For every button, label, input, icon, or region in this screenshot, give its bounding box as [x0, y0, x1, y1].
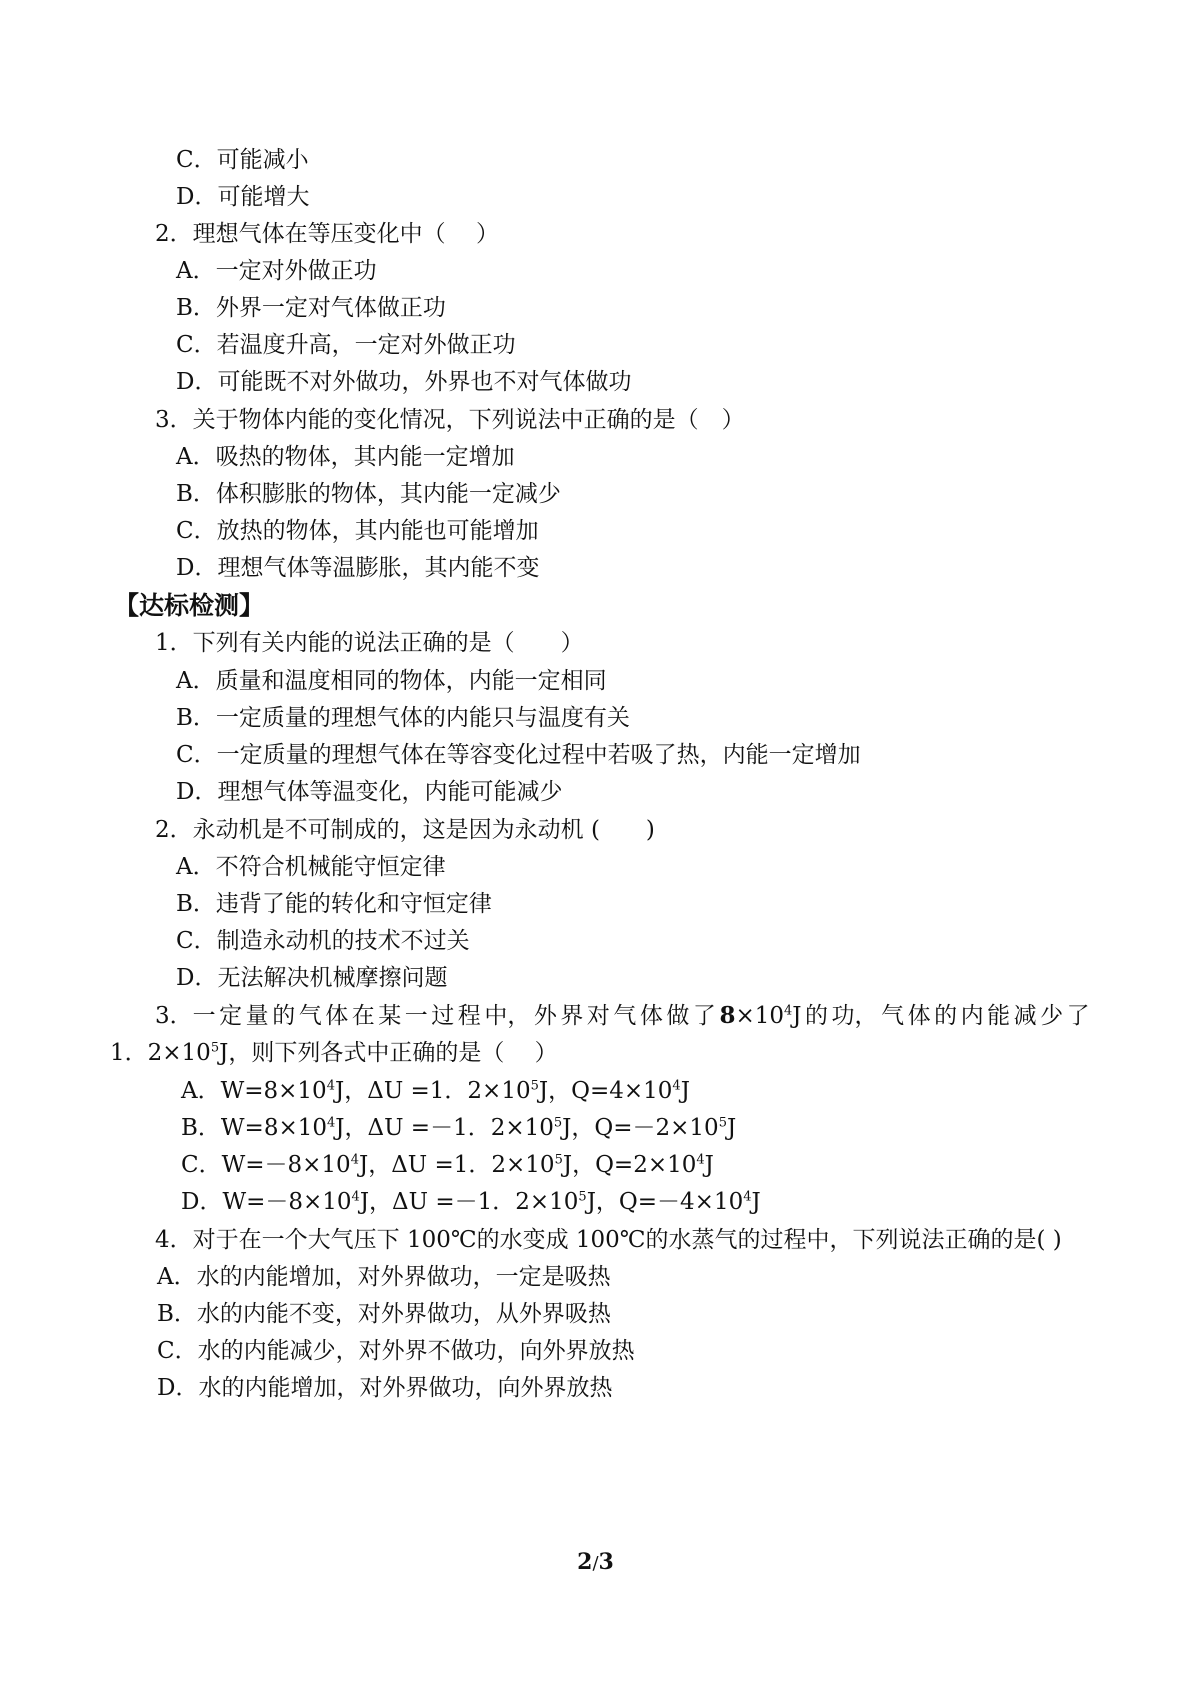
- exponent: 4: [327, 1115, 336, 1131]
- option-text: J，ΔU =1．2×10: [358, 1152, 555, 1178]
- exponent: 4: [672, 1078, 681, 1094]
- test-q1-option-d: D．理想气体等温变化，内能可能减少: [176, 779, 563, 805]
- work-value-base: ×10: [735, 1003, 784, 1029]
- test-q4-option-d: D．水的内能增加，对外界做功，向外界放热: [157, 1375, 613, 1401]
- test-q3-stem: [155, 1001, 1090, 1031]
- option-text: J: [680, 1078, 690, 1104]
- option-text: J，ΔU =－1．2×10: [359, 1189, 579, 1215]
- test-q4-option-c: C．水的内能减少，对外界不做功，向外界放热: [157, 1338, 635, 1364]
- stem-text: 的: [272, 1003, 296, 1029]
- q3-option-c: C．放热的物体，其内能也可能增加: [176, 518, 539, 544]
- test-q4-option-b: B．水的内能不变，对外界做功，从外界吸热: [157, 1301, 611, 1327]
- q3-stem: 3．关于物体内能的变化情况，下列说法中正确的是（ ）: [155, 407, 745, 433]
- stem-text: 定: [219, 1003, 243, 1029]
- option-text: A．W=8×10: [181, 1078, 327, 1104]
- stem-text: 一: [404, 1003, 428, 1029]
- work-value: [719, 1001, 801, 1031]
- test-q4-stem: 4．对于在一个大气压下 100℃的水变成 100℃的水蒸气的过程中，下列说法正确的是( ): [155, 1227, 1062, 1253]
- stem-text: 少: [1040, 1003, 1064, 1029]
- q3-option-b: B．体积膨胀的物体，其内能一定减少: [176, 481, 561, 507]
- exponent: 5: [210, 1040, 220, 1056]
- stem-text: 气: [881, 1003, 905, 1029]
- test-q3-option-b: [181, 1113, 736, 1143]
- q1-option-d: D．可能增大: [176, 184, 310, 210]
- stem-text: 能: [987, 1003, 1011, 1029]
- page-number: [0, 1548, 1191, 1578]
- exponent: 4: [743, 1189, 752, 1205]
- test-q1-option-a: A．质量和温度相同的物体，内能一定相同: [176, 668, 607, 694]
- q2-option-c: C．若温度升高，一定对外做正功: [176, 332, 516, 358]
- exponent: 4: [350, 1152, 359, 1168]
- stem-text: 气: [613, 1003, 637, 1029]
- option-text: J，Q=2×10: [562, 1152, 697, 1178]
- option-text: J: [751, 1189, 761, 1215]
- stem-text: 的: [805, 1003, 829, 1029]
- stem-text: 做: [666, 1003, 690, 1029]
- option-text: C．W=－8×10: [181, 1152, 351, 1178]
- option-text: J，ΔU =1．2×10: [334, 1078, 531, 1104]
- exponent: 5: [718, 1115, 727, 1131]
- exponent: 5: [554, 1152, 563, 1168]
- stem-text: 内: [960, 1003, 984, 1029]
- work-value-unit: J: [792, 1003, 802, 1029]
- exponent: 5: [578, 1189, 587, 1205]
- test-q3-option-a: [181, 1076, 690, 1106]
- exponent: 4: [696, 1152, 705, 1168]
- option-text: J: [726, 1115, 737, 1141]
- q2-option-b: B．外界一定对气体做正功: [176, 295, 446, 321]
- test-q2-stem: 2．永动机是不可制成的，这是因为永动机 ( ): [155, 817, 655, 843]
- stem-text: 中，: [484, 1003, 531, 1029]
- test-q4-option-a: A．水的内能增加，对外界做功，一定是吸热: [157, 1264, 611, 1290]
- page-total: 3: [598, 1549, 614, 1575]
- stem-text: 3．一: [155, 1003, 216, 1029]
- test-q3-option-d: [181, 1187, 761, 1217]
- stem-text: 界: [560, 1003, 584, 1029]
- test-q2-option-a: A．不符合机械能守恒定律: [176, 854, 446, 880]
- stem-text: 1．2×10: [110, 1040, 211, 1066]
- stem-text: 体: [325, 1003, 349, 1029]
- q2-option-d: D．可能既不对外做功，外界也不对气体做功: [176, 369, 632, 395]
- exponent: 5: [553, 1115, 563, 1131]
- stem-text: J，则下列各式中正确的是（ ）: [219, 1040, 558, 1066]
- stem-text: 在: [351, 1003, 375, 1029]
- page-current: 2: [577, 1549, 593, 1575]
- stem-text: 减: [1013, 1003, 1037, 1029]
- exponent: 5: [530, 1078, 539, 1094]
- q2-stem: 2．理想气体在等压变化中（ ）: [155, 221, 499, 247]
- option-text: J，Q=4×10: [538, 1078, 673, 1104]
- test-q2-option-b: B．违背了能的转化和守恒定律: [176, 891, 492, 917]
- option-text: J，ΔU =－1．2×10: [335, 1115, 554, 1141]
- option-text: J: [704, 1152, 714, 1178]
- stem-text: 对: [586, 1003, 610, 1029]
- stem-text: 某: [378, 1003, 402, 1029]
- work-value-coefficient: 8: [719, 1002, 736, 1029]
- test-q1-stem: 1．下列有关内能的说法正确的是（ ）: [155, 630, 584, 656]
- stem-text: 程: [457, 1003, 481, 1029]
- stem-text: 体: [907, 1003, 931, 1029]
- work-value-exponent: 4: [784, 1003, 793, 1019]
- stem-text: 功，: [831, 1003, 878, 1029]
- option-text: B．W=8×10: [181, 1115, 327, 1141]
- section-title: 【达标检测】: [114, 591, 265, 620]
- option-text: J，Q=－4×10: [586, 1189, 744, 1215]
- test-q1-option-c: C．一定质量的理想气体在等容变化过程中若吸了热，内能一定增加: [176, 742, 861, 768]
- page-separator: /: [592, 1553, 599, 1574]
- test-q2-option-d: D．无法解决机械摩擦问题: [176, 965, 448, 991]
- stem-text: 量: [245, 1003, 269, 1029]
- test-q3-option-c: [181, 1150, 714, 1180]
- stem-text: 体: [639, 1003, 663, 1029]
- stem-text: 过: [431, 1003, 455, 1029]
- stem-text: 的: [934, 1003, 958, 1029]
- option-text: J，Q=－2×10: [562, 1115, 719, 1141]
- q3-option-d: D．理想气体等温膨胀，其内能不变: [176, 555, 540, 581]
- test-q1-option-b: B．一定质量的理想气体的内能只与温度有关: [176, 705, 630, 731]
- option-text: D．W=－8×10: [181, 1189, 352, 1215]
- q1-option-c: C．可能减小: [176, 147, 309, 173]
- exponent: 4: [326, 1078, 335, 1094]
- q3-option-a: A．吸热的物体，其内能一定增加: [176, 444, 515, 470]
- test-q2-option-c: C．制造永动机的技术不过关: [176, 928, 470, 954]
- stem-text: 了: [1066, 1003, 1090, 1029]
- exponent: 4: [351, 1189, 360, 1205]
- stem-text: 了: [692, 1003, 716, 1029]
- test-q3-stem-continued: [110, 1038, 558, 1068]
- q2-option-a: A．一定对外做正功: [176, 258, 377, 284]
- stem-text: 外: [533, 1003, 557, 1029]
- stem-text: 气: [298, 1003, 322, 1029]
